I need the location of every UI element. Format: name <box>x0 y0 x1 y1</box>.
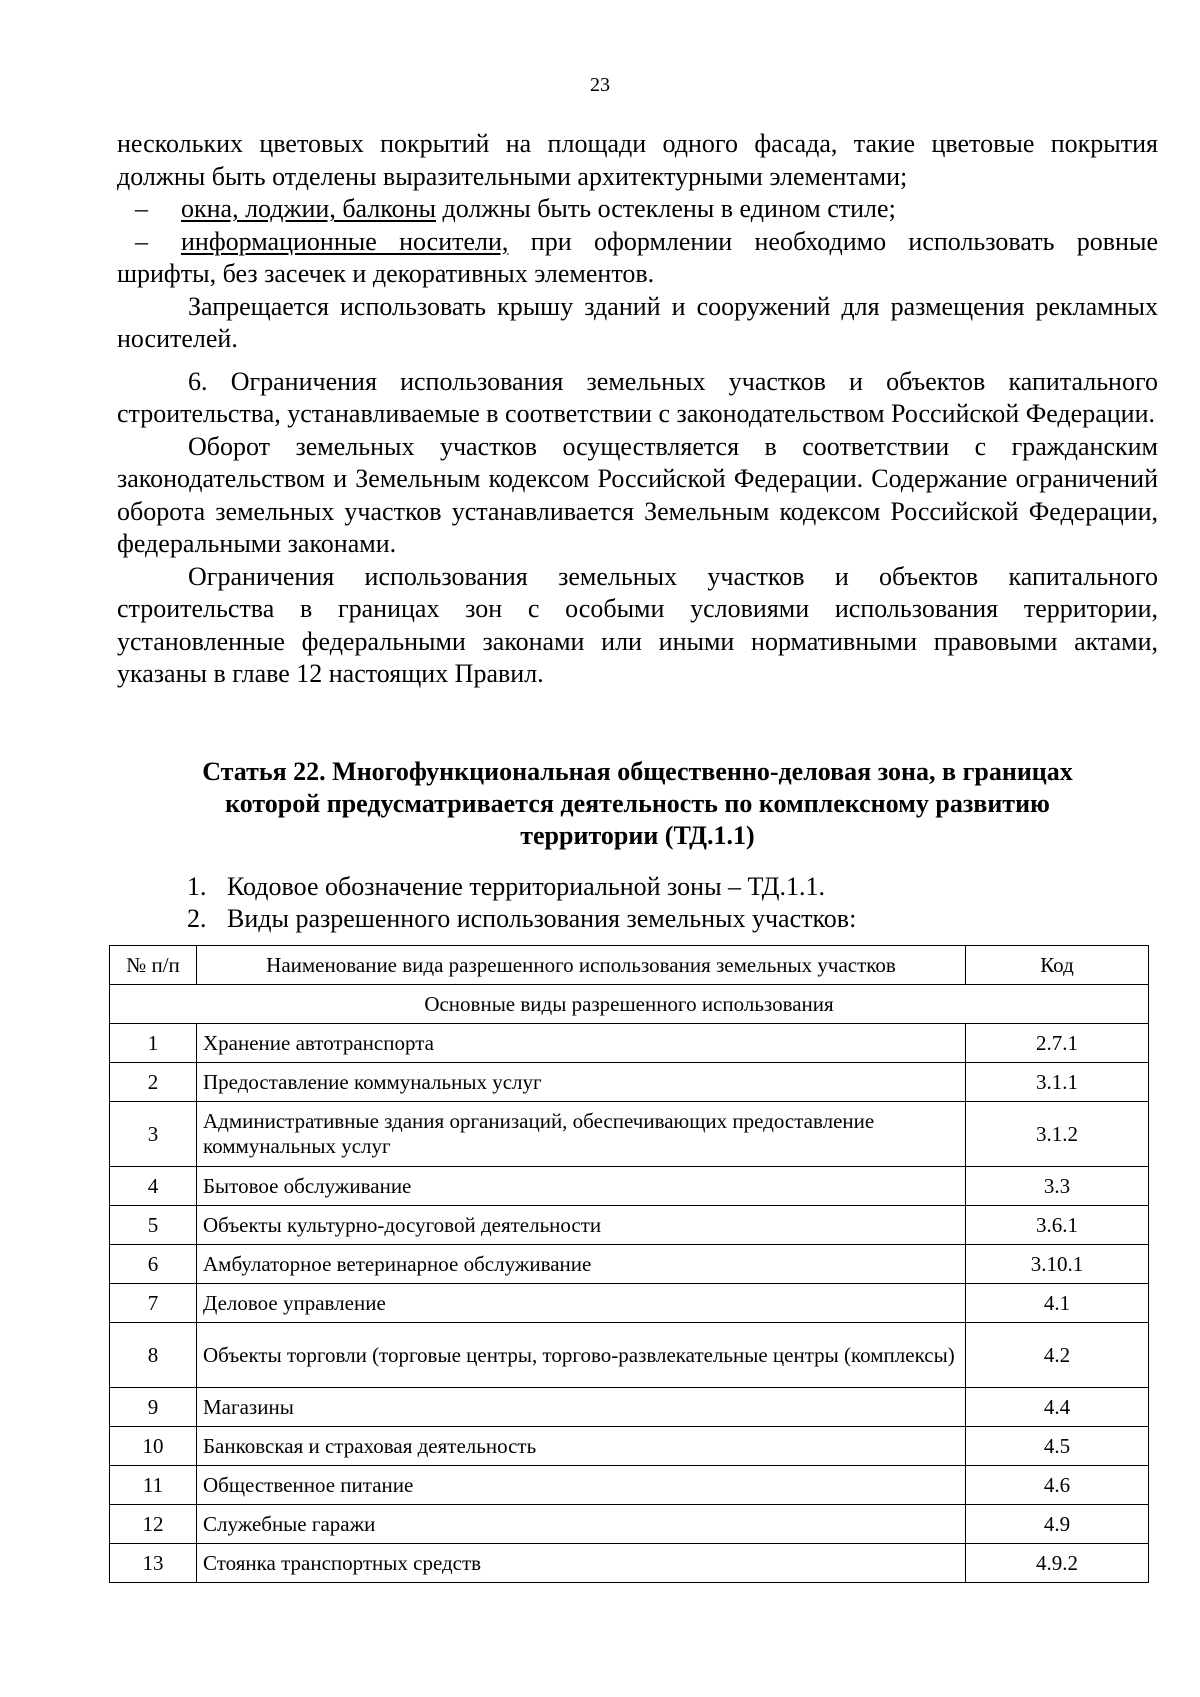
table-row <box>110 1024 1149 1063</box>
paragraph-facade-colors: нескольких цветовых покрытий на площади одного фасада, такие цветовые покрытия должны быть отделены выразительными архитектурными элементами; <box>117 129 1158 191</box>
numbered-list <box>187 871 856 935</box>
cell-name: Административные здания организаций, обеспечивающих предоставление коммунальных услуг <box>197 1102 966 1167</box>
paragraph-special-zones: Ограничения использования земельных участков и объектов капитального строительства в границах зон с особыми условиями использования территории, установленные федеральными законами или иными нормативными правовыми актами, указаны в главе 12 настоящих Правил. <box>117 561 1158 688</box>
cell-code: 4.9.2 <box>966 1544 1149 1583</box>
cell-number: 13 <box>110 1544 197 1583</box>
group-title: Основные виды разрешенного использования <box>110 985 1149 1024</box>
cell-name: Общественное питание <box>197 1466 966 1505</box>
cell-code: 2.7.1 <box>966 1024 1149 1063</box>
table-row <box>110 1544 1149 1583</box>
permitted-uses-table <box>109 945 1149 1583</box>
cell-name: Деловое управление <box>197 1284 966 1323</box>
dash-marker: – <box>135 194 148 223</box>
cell-number: 6 <box>110 1245 197 1284</box>
underlined-term-windows: окна, лоджии, балконы <box>181 194 436 223</box>
cell-name: Амбулаторное ветеринарное обслуживание <box>197 1245 966 1284</box>
cell-number: 11 <box>110 1466 197 1505</box>
table-row <box>110 1245 1149 1284</box>
cell-name: Магазины <box>197 1388 966 1427</box>
body-text <box>117 128 1158 691</box>
list-item-text: Кодовое обозначение территориальной зоны – ТД.1.1. <box>227 872 826 901</box>
cell-code: 3.10.1 <box>966 1245 1149 1284</box>
cell-name: Хранение автотранспорта <box>197 1024 966 1063</box>
cell-code: 4.5 <box>966 1427 1149 1466</box>
cell-name: Предоставление коммунальных услуг <box>197 1063 966 1102</box>
cell-name: Служебные гаражи <box>197 1505 966 1544</box>
dash-item-windows <box>117 193 1158 226</box>
table-row <box>110 1505 1149 1544</box>
dash-item-info-carriers <box>117 226 1158 291</box>
dash-item-windows-text: должны быть остеклены в едином стиле; <box>436 194 896 223</box>
paragraph-restrictions: 6. Ограничения использования земельных участков и объектов капитального строительства, устанавливаемые в соответствии с законодательством Российской Федерации. <box>117 366 1158 428</box>
cell-number: 5 <box>110 1206 197 1245</box>
table-row <box>110 1206 1149 1245</box>
table-row <box>110 1063 1149 1102</box>
list-item <box>187 903 856 935</box>
cell-number: 1 <box>110 1024 197 1063</box>
cell-code: 4.1 <box>966 1284 1149 1323</box>
cell-name: Стоянка транспортных средств <box>197 1544 966 1583</box>
cell-number: 2 <box>110 1063 197 1102</box>
paragraph-land-turnover: Оборот земельных участков осуществляется в соответствии с гражданским законодательством и Земельным кодексом Российской Федерации. Содержание ограничений оборота земельных участков устанавливается Земельным кодексом Российской Федерации, федеральными законами. <box>117 431 1158 558</box>
header-number: № п/п <box>110 946 197 985</box>
table-row <box>110 1102 1149 1167</box>
cell-number: 8 <box>110 1323 197 1388</box>
article-heading-line-2: которой предусматривается деятельность по комплексному развитию <box>225 789 1050 818</box>
table-row <box>110 1167 1149 1206</box>
header-code: Код <box>966 946 1149 985</box>
cell-name: Бытовое обслуживание <box>197 1167 966 1206</box>
article-heading <box>117 756 1158 852</box>
cell-code: 4.9 <box>966 1505 1149 1544</box>
cell-code: 3.1.1 <box>966 1063 1149 1102</box>
header-name: Наименование вида разрешенного использования земельных участков <box>197 946 966 985</box>
cell-number: 7 <box>110 1284 197 1323</box>
cell-name: Объекты культурно-досуговой деятельности <box>197 1206 966 1245</box>
cell-name: Объекты торговли (торговые центры, торгово-развлекательные центры (комплексы) <box>197 1323 966 1388</box>
dash-marker: – <box>135 226 148 256</box>
underlined-term-info-carriers: информационные носители, <box>181 226 509 256</box>
cell-code: 3.1.2 <box>966 1102 1149 1167</box>
table-row <box>110 1466 1149 1505</box>
dash-item-info-carriers-text: при оформлении необходимо использовать ровные шрифты, без засечек и декоративных элементов. <box>117 226 1158 288</box>
list-item-number: 1. <box>187 872 207 901</box>
list-item-text: Виды разрешенного использования земельных участков: <box>227 904 857 933</box>
cell-number: 10 <box>110 1427 197 1466</box>
page-number: 23 <box>590 74 610 96</box>
article-heading-line-3: территории (ТД.1.1) <box>520 821 755 850</box>
table-row <box>110 1284 1149 1323</box>
cell-code: 4.2 <box>966 1323 1149 1388</box>
cell-number: 9 <box>110 1388 197 1427</box>
table-row <box>110 1388 1149 1427</box>
list-item-number: 2. <box>187 904 207 933</box>
cell-number: 12 <box>110 1505 197 1544</box>
article-heading-line-1: Статья 22. Многофункциональная общественно-деловая зона, в границах <box>202 757 1073 786</box>
cell-code: 4.4 <box>966 1388 1149 1427</box>
table-row <box>110 1427 1149 1466</box>
cell-number: 4 <box>110 1167 197 1206</box>
cell-code: 3.3 <box>966 1167 1149 1206</box>
table-header-row <box>110 946 1149 985</box>
table-group-row <box>110 985 1149 1024</box>
cell-code: 3.6.1 <box>966 1206 1149 1245</box>
paragraph-roof-ban: Запрещается использовать крышу зданий и сооружений для размещения рекламных носителей. <box>117 291 1158 353</box>
table-row <box>110 1323 1149 1388</box>
cell-number: 3 <box>110 1102 197 1167</box>
cell-code: 4.6 <box>966 1466 1149 1505</box>
cell-name: Банковская и страховая деятельность <box>197 1427 966 1466</box>
list-item <box>187 871 856 903</box>
